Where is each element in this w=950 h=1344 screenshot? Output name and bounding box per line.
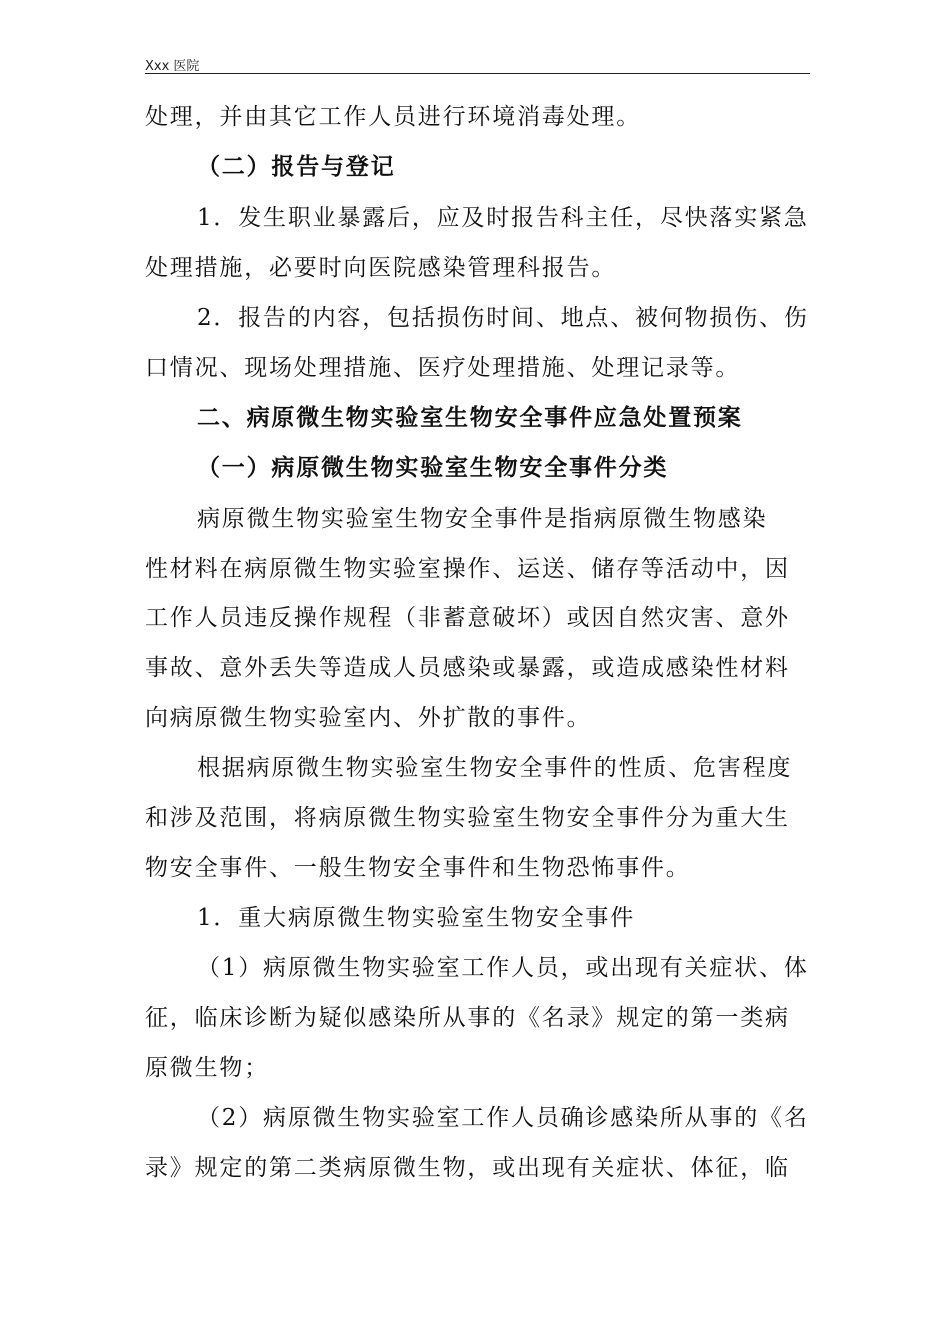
paragraph-line: （1）病原微生物实验室工作人员，或出现有关症状、体: [197, 955, 809, 981]
paragraph-line: 根据病原微生物实验室生物安全事件的性质、危害程度: [197, 755, 793, 781]
paragraph-line: 录》规定的第二类病原微生物，或出现有关症状、体征，临: [145, 1155, 790, 1181]
paragraph-line: 1．发生职业暴露后，应及时报告科主任，尽快落实紧急: [197, 205, 809, 231]
paragraph-line: 物安全事件、一般生物安全事件和生物恐怖事件。: [145, 855, 691, 881]
paragraph-line: 处理措施，必要时向医院感染管理科报告。: [145, 255, 617, 281]
section-heading: （一）病原微生物实验室生物安全事件分类: [197, 454, 669, 481]
paragraph-line: 事故、意外丢失等造成人员感染或暴露，或造成感染性材料: [145, 655, 790, 681]
header-hospital-name: Xxx 医院: [145, 59, 200, 74]
paragraph-line: 1．重大病原微生物实验室生物安全事件: [197, 905, 636, 931]
paragraph-line: 征，临床诊断为疑似感染所从事的《名录》规定的第一类病: [145, 1005, 790, 1031]
paragraph-line: 工作人员违反操作规程（非蓄意破坏）或因自然灾害、意外: [145, 605, 790, 631]
page-header: [145, 53, 810, 74]
paragraph-line: 和涉及范围，将病原微生物实验室生物安全事件分为重大生: [145, 805, 790, 831]
paragraph-line: （2）病原微生物实验室工作人员确诊感染所从事的《名: [197, 1105, 809, 1131]
paragraph-line: 原微生物；: [145, 1055, 269, 1081]
paragraph-line: 处理，并由其它工作人员进行环境消毒处理。: [145, 104, 641, 130]
paragraph-line: 向病原微生物实验室内、外扩散的事件。: [145, 705, 592, 731]
section-heading: （二）报告与登记: [197, 153, 396, 180]
paragraph-line: 性材料在病原微生物实验室操作、运送、储存等活动中，因: [145, 556, 790, 582]
paragraph-line: 口情况、现场处理措施、医疗处理措施、处理记录等。: [145, 355, 741, 381]
section-heading: 二、病原微生物实验室生物安全事件应急处置预案: [197, 404, 743, 431]
paragraph-line: 2．报告的内容，包括损伤时间、地点、被何物损伤、伤: [197, 305, 809, 331]
paragraph-line: 病原微生物实验室生物安全事件是指病原微生物感染: [197, 506, 768, 532]
